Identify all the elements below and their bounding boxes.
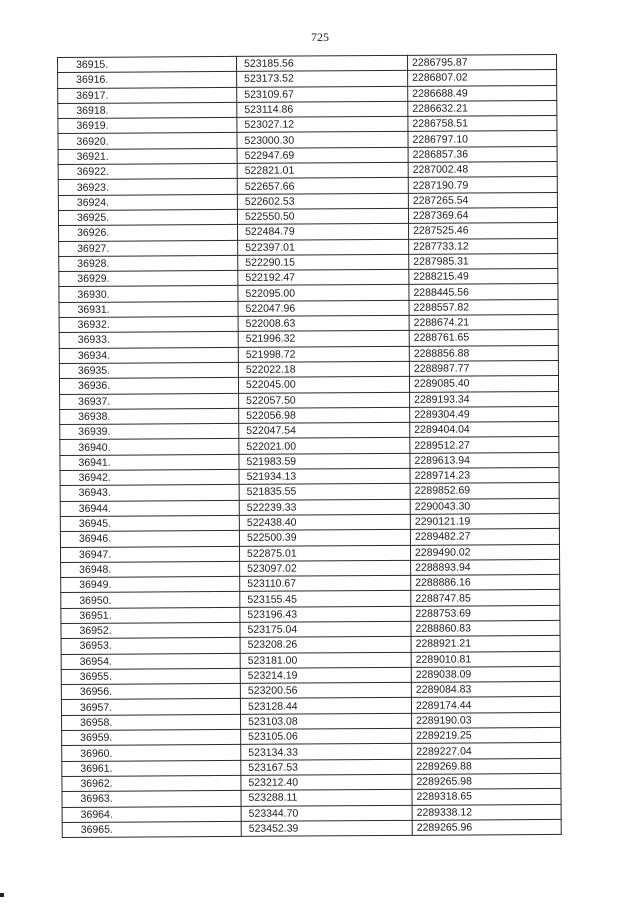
point-number-cell: 36919.	[58, 118, 237, 134]
easting-cell: 522008.63	[238, 315, 409, 331]
point-number-cell: 36925.	[58, 209, 237, 225]
northing-cell: 2287369.64	[408, 207, 557, 223]
easting-cell: 523128.44	[240, 698, 411, 714]
point-number-cell: 36935.	[59, 362, 238, 378]
northing-cell: 2287985.31	[409, 253, 558, 269]
northing-cell: 2287733.12	[409, 238, 558, 254]
point-number-cell: 36940.	[60, 439, 239, 455]
northing-cell: 2289084.83	[411, 682, 560, 698]
northing-cell: 2289304.49	[410, 406, 559, 422]
easting-cell: 522397.01	[238, 239, 409, 255]
point-number-cell: 36930.	[59, 286, 238, 302]
point-number-cell: 36933.	[59, 332, 238, 348]
northing-cell: 2288674.21	[409, 314, 558, 330]
northing-cell: 2289193.34	[410, 391, 559, 407]
northing-cell: 2288987.77	[409, 360, 558, 376]
easting-cell: 523103.08	[241, 713, 412, 729]
northing-cell: 2288886.16	[411, 575, 560, 591]
northing-cell: 2288445.56	[409, 284, 558, 300]
point-number-cell: 36936.	[59, 378, 238, 394]
northing-cell: 2289490.02	[410, 544, 559, 560]
point-number-cell: 36951.	[61, 607, 240, 623]
point-number-cell: 36957.	[61, 699, 240, 715]
easting-cell: 523097.02	[240, 560, 411, 576]
point-number-cell: 36915.	[58, 56, 237, 72]
easting-cell: 521983.59	[239, 453, 410, 469]
northing-cell: 2286797.10	[408, 131, 557, 147]
easting-cell: 521998.72	[238, 346, 409, 362]
northing-cell: 2286632.21	[408, 100, 557, 116]
easting-cell: 523167.53	[241, 759, 412, 775]
easting-cell: 521835.55	[239, 484, 410, 500]
northing-cell: 2289613.94	[410, 452, 559, 468]
northing-cell: 2286688.49	[408, 85, 557, 101]
northing-cell: 2287002.48	[408, 162, 557, 178]
point-number-cell: 36928.	[59, 255, 238, 271]
point-number-cell: 36954.	[61, 653, 240, 669]
easting-cell: 523181.00	[240, 652, 411, 668]
scan-mark	[0, 893, 4, 897]
northing-cell: 2289714.23	[410, 467, 559, 483]
easting-cell: 522550.50	[237, 208, 408, 224]
point-number-cell: 36950.	[61, 592, 240, 608]
point-number-cell: 36929.	[59, 271, 238, 287]
northing-cell: 2289512.27	[410, 437, 559, 453]
northing-cell: 2288860.83	[411, 620, 560, 636]
northing-cell: 2289318.65	[412, 789, 561, 805]
easting-cell: 523288.11	[241, 790, 412, 806]
point-number-cell: 36955.	[61, 668, 240, 684]
easting-cell: 523200.56	[240, 683, 411, 699]
easting-cell: 522095.00	[238, 285, 409, 301]
northing-cell: 2288215.49	[409, 269, 558, 285]
northing-cell: 2290121.19	[410, 513, 559, 529]
coordinate-table-body	[58, 54, 562, 837]
easting-cell: 523344.70	[241, 805, 412, 821]
point-number-cell: 36952.	[61, 622, 240, 638]
easting-cell: 522021.00	[239, 438, 410, 454]
easting-cell: 523212.40	[241, 774, 412, 790]
easting-cell: 522047.96	[238, 300, 409, 316]
northing-cell: 2288856.88	[409, 345, 558, 361]
northing-cell: 2288761.65	[409, 330, 558, 346]
table-row	[62, 819, 561, 837]
point-number-cell: 36922.	[58, 163, 237, 179]
point-number-cell: 36947.	[60, 546, 239, 562]
easting-cell: 523105.06	[241, 728, 412, 744]
easting-cell: 523155.45	[240, 591, 411, 607]
point-number-cell: 36949.	[61, 576, 240, 592]
point-number-cell: 36964.	[62, 806, 241, 822]
northing-cell: 2289265.98	[412, 773, 561, 789]
point-number-cell: 36931.	[59, 301, 238, 317]
easting-cell: 523134.33	[241, 744, 412, 760]
easting-cell: 522875.01	[239, 545, 410, 561]
easting-cell: 522056.98	[239, 407, 410, 423]
point-number-cell: 36944.	[60, 500, 239, 516]
easting-cell: 523000.30	[237, 132, 408, 148]
easting-cell: 522239.33	[239, 499, 410, 515]
point-number-cell: 36918.	[58, 102, 237, 118]
easting-cell: 522500.39	[239, 530, 410, 546]
northing-cell: 2290043.30	[410, 498, 559, 514]
easting-cell: 522484.79	[238, 224, 409, 240]
northing-cell: 2289852.69	[410, 483, 559, 499]
point-number-cell: 36920.	[58, 133, 237, 149]
northing-cell: 2287525.46	[409, 223, 558, 239]
easting-cell: 522821.01	[237, 162, 408, 178]
easting-cell: 523110.67	[240, 575, 411, 591]
easting-cell: 521996.32	[238, 331, 409, 347]
easting-cell: 522290.15	[238, 254, 409, 270]
point-number-cell: 36960.	[62, 745, 241, 761]
point-number-cell: 36932.	[59, 316, 238, 332]
coordinate-table	[57, 54, 562, 838]
point-number-cell: 36963.	[62, 791, 241, 807]
easting-cell: 523027.12	[237, 117, 408, 133]
easting-cell: 522602.53	[237, 193, 408, 209]
easting-cell: 523109.67	[237, 86, 408, 102]
point-number-cell: 36927.	[59, 240, 238, 256]
point-number-cell: 36923.	[58, 179, 237, 195]
point-number-cell: 36965.	[62, 821, 241, 837]
northing-cell: 2289338.12	[412, 804, 561, 820]
point-number-cell: 36942.	[60, 469, 239, 485]
northing-cell: 2286758.51	[408, 116, 557, 132]
northing-cell: 2288921.21	[411, 636, 560, 652]
easting-cell: 522657.66	[237, 178, 408, 194]
northing-cell: 2289219.25	[412, 727, 561, 743]
northing-cell: 2288557.82	[409, 299, 558, 315]
point-number-cell: 36921.	[58, 148, 237, 164]
point-number-cell: 36946.	[60, 531, 239, 547]
easting-cell: 522045.00	[238, 377, 409, 393]
point-number-cell: 36948.	[61, 561, 240, 577]
northing-cell: 2286807.02	[408, 70, 557, 86]
easting-cell: 523175.04	[240, 621, 411, 637]
easting-cell: 521934.13	[239, 468, 410, 484]
point-number-cell: 36956.	[61, 684, 240, 700]
easting-cell: 523208.26	[240, 637, 411, 653]
easting-cell: 523214.19	[240, 667, 411, 683]
point-number-cell: 36917.	[58, 87, 237, 103]
point-number-cell: 36961.	[62, 760, 241, 776]
easting-cell: 522047.54	[239, 422, 410, 438]
point-number-cell: 36916.	[58, 72, 237, 88]
northing-cell: 2289227.04	[412, 743, 561, 759]
easting-cell: 522022.18	[238, 361, 409, 377]
point-number-cell: 36926.	[59, 225, 238, 241]
easting-cell: 522438.40	[239, 514, 410, 530]
easting-cell: 523185.56	[236, 55, 407, 71]
point-number-cell: 36959.	[62, 729, 241, 745]
northing-cell: 2289010.81	[411, 651, 560, 667]
point-number-cell: 36943.	[60, 485, 239, 501]
easting-cell: 523452.39	[241, 820, 412, 836]
point-number-cell: 36924.	[58, 194, 237, 210]
point-number-cell: 36945.	[60, 515, 239, 531]
easting-cell: 523114.86	[237, 101, 408, 117]
northing-cell: 2286795.87	[407, 54, 556, 70]
northing-cell: 2289085.40	[409, 376, 558, 392]
northing-cell: 2289269.88	[412, 758, 561, 774]
northing-cell: 2288747.85	[411, 590, 560, 606]
northing-cell: 2289190.03	[412, 712, 561, 728]
point-number-cell: 36939.	[60, 424, 239, 440]
northing-cell: 2288893.94	[411, 559, 560, 575]
northing-cell: 2289265.96	[412, 819, 561, 835]
northing-cell: 2287190.79	[408, 177, 557, 193]
northing-cell: 2289174.44	[411, 697, 560, 713]
easting-cell: 522192.47	[238, 270, 409, 286]
point-number-cell: 36934.	[59, 347, 238, 363]
northing-cell: 2289038.09	[411, 666, 560, 682]
point-number-cell: 36958.	[62, 714, 241, 730]
northing-cell: 2289404.04	[410, 422, 559, 438]
easting-cell: 522947.69	[237, 147, 408, 163]
northing-cell: 2288753.69	[411, 605, 560, 621]
point-number-cell: 36941.	[60, 454, 239, 470]
point-number-cell: 36938.	[60, 408, 239, 424]
easting-cell: 523196.43	[240, 606, 411, 622]
easting-cell: 522057.50	[239, 392, 410, 408]
point-number-cell: 36953.	[61, 638, 240, 654]
easting-cell: 523173.52	[237, 71, 408, 87]
page-number: 725	[311, 30, 329, 44]
northing-cell: 2287265.54	[408, 192, 557, 208]
northing-cell: 2289482.27	[410, 529, 559, 545]
point-number-cell: 36937.	[60, 393, 239, 409]
northing-cell: 2286857.36	[408, 146, 557, 162]
point-number-cell: 36962.	[62, 775, 241, 791]
